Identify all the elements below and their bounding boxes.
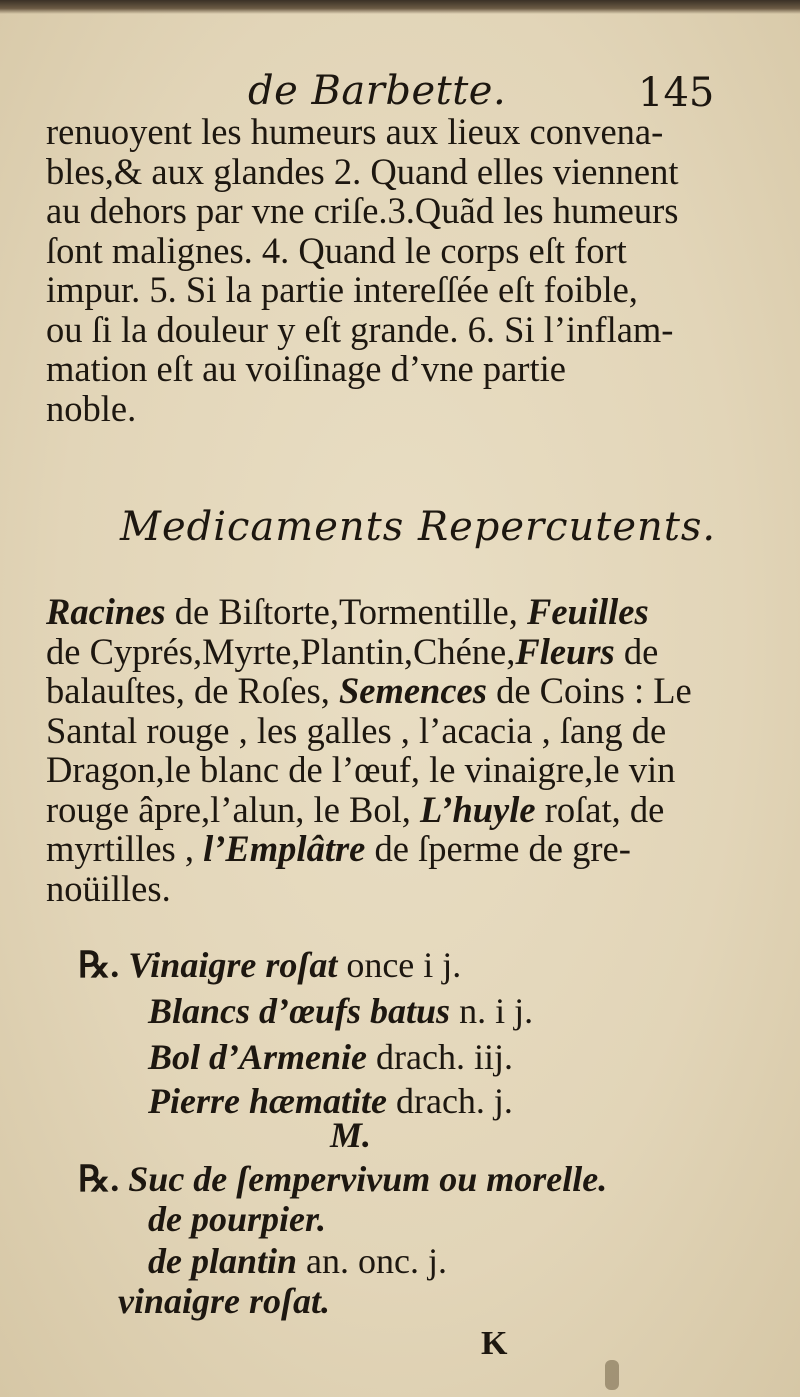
ingredient-quantity: an. onc. j. [297, 1241, 447, 1281]
ingredient-name: Suc de ſempervivum ou morelle. [128, 1159, 608, 1199]
ingredient-quantity: drach. iij. [367, 1037, 513, 1077]
page-top-edge [0, 0, 800, 14]
text-line: ou ſi la douleur y eſt grande. 6. Si l’inflam- [46, 308, 674, 350]
recipe-symbol: ℞. [78, 945, 120, 985]
text-line: mation eſt au voiſinage d’vne partie [46, 348, 566, 389]
recipe-row [78, 1158, 607, 1200]
text-line: ſont malignes. 4. Quand le corps eſt fort [46, 229, 627, 271]
italic-term: Semences [338, 670, 487, 711]
text-run: rouge âpre,l’alun, le Bol, [46, 788, 421, 830]
text-run: de Coins : Le [486, 670, 692, 711]
italic-term: Fleurs [515, 630, 615, 672]
ingredient-quantity: n. i j. [450, 991, 534, 1031]
italic-term: Racines [46, 591, 166, 632]
text-run: de ſperme de gre- [365, 828, 631, 869]
text-run: de Biſtorte,Tormentille, [165, 591, 528, 632]
text-line: noüilles. [46, 867, 171, 909]
ink-stain [605, 1360, 619, 1390]
text-run: de Cyprés,Myrte,Plantin,Chéne, [46, 630, 516, 672]
text-line [46, 592, 726, 632]
ingredient-name: Bol d’Armenie [148, 1037, 368, 1077]
text-line: bles,& aux glandes 2. Quand elles viennent [46, 150, 679, 192]
text-line: renuoyent les humeurs aux lieux convena- [46, 111, 664, 152]
text-line [46, 790, 726, 830]
text-run: myrtilles , [46, 828, 204, 869]
ingredient-quantity: once i j. [337, 945, 462, 985]
catchword: K [481, 1325, 508, 1362]
ingredient-name: de plantin [148, 1241, 298, 1281]
italic-term: L’huyle [420, 788, 536, 830]
ingredient-name: Blancs d’œufs batus [148, 991, 451, 1031]
section-heading: Medicaments Repercutents. [120, 504, 717, 550]
recipe-row [118, 1280, 330, 1322]
paragraph-2 [46, 592, 726, 908]
recipe-row [148, 1198, 326, 1240]
mix-instruction: M. [330, 1115, 372, 1155]
running-title: de Barbette. [248, 68, 507, 114]
text-line [46, 671, 726, 711]
paragraph-1 [46, 112, 726, 428]
text-line: Dragon,le blanc de l’œuf, le vinaigre,le vin [46, 749, 676, 790]
ingredient-name: de pourpier. [148, 1199, 327, 1239]
text-run: de [614, 630, 659, 672]
text-line [46, 632, 726, 672]
ingredient-name: Vinaigre roſat [128, 945, 338, 985]
text-line: Santal rouge , les galles , l’acacia , ſang de [46, 709, 667, 751]
ingredient-quantity: drach. j. [386, 1081, 513, 1121]
ingredient-name: vinaigre roſat. [118, 1281, 330, 1321]
recipe-row [78, 944, 461, 986]
italic-term: Feuilles [527, 591, 649, 632]
ingredient-name: Pierre hæmatite [148, 1081, 387, 1121]
text-run: balauſtes, de Roſes, [46, 670, 339, 711]
text-line [46, 829, 726, 869]
recipe-row [330, 1114, 371, 1156]
text-run: roſat, de [535, 788, 665, 830]
text-line: impur. 5. Si la partie intereſſée eſt foible, [46, 269, 638, 310]
recipe-row [148, 1036, 513, 1078]
italic-term: l’Emplâtre [203, 828, 366, 869]
recipe-symbol: ℞. [78, 1159, 120, 1199]
recipe-row [148, 1240, 447, 1282]
text-line: noble. [46, 387, 137, 429]
page-number: 145 [638, 70, 715, 116]
text-line: au dehors par vne criſe.3.Quãd les humeurs [46, 190, 679, 231]
recipe-row [148, 990, 533, 1032]
